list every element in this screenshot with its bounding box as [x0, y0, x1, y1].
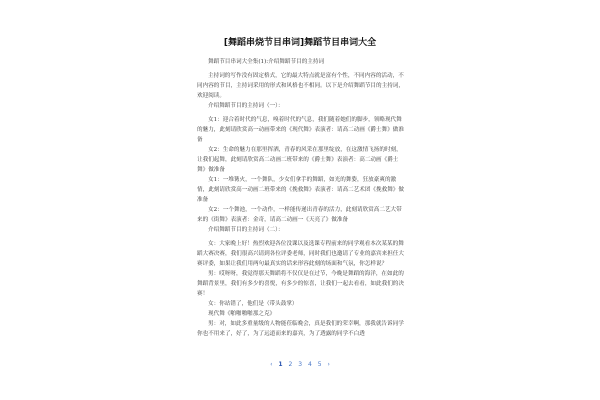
paragraph: 女2：生命的魅力在那里挥洒，青春的风采在那里绽放，在这激情飞扬的时刻，让我们起舞，此刻请欣赏高二动画二班带来的《爵士舞》表演者：高二动画《爵士舞》做准备	[197, 147, 402, 173]
next-page-button[interactable]: ›	[327, 361, 330, 368]
prev-page-button[interactable]: ‹	[270, 361, 273, 368]
pagination	[0, 361, 600, 368]
paragraph: 女：你站错了，他们是（带头鼓掌）	[208, 301, 298, 307]
paragraph: 男：对，如此多重量级的人物能莅临晚会，真是我们的荣幸啊，那我就告诉同学你也不用来了，好了，为了远道而来的嘉宾，为了透露的同学不白透	[197, 321, 404, 337]
paragraph: 女：大家晚上好！热烈欢迎各位没课以及选课专程前来的同学观看本次某某的舞蹈大赛决赛，我们很高兴请到各位评委老师，同时我们也邀请了专业的嘉宾来担任大赛评委，如果让我们用两句最真实的话来形容此刻的场面和气氛，你怎样说？	[197, 241, 404, 267]
paragraph: 男：哎呀呀，我觉得那天舞蹈将不仅仅是在过节，今晚是舞蹈的海洋，在如此的舞蹈背景里，我们有多少的喜悦，有多少的惊喜，让我们一起去看看，如此我们的决赛！	[197, 271, 404, 297]
paragraph: 女1：一堆篝火，一个舞队，少女们拿手的舞蹈，如光的舞姿，狂放豪爽的激情，此刻请欣赏高一动画二班带来的《挽救舞》表演者：请高二艺术团《挽救舞》做准备	[197, 177, 404, 203]
paragraph: 介绍舞蹈节目的主持词（一）：	[208, 103, 284, 109]
paragraph: 介绍舞蹈节目的主持词（二）：	[208, 227, 284, 233]
page-3-button[interactable]: 3	[298, 361, 303, 368]
page-1-button[interactable]: 1	[278, 361, 283, 368]
document-title: [舞蹈串烧节目串词]舞蹈节目串词大全	[223, 38, 377, 48]
paragraph: 女1：迎合着时代的气息，嗅着时代的气息，我们随着她们的脚步，领略现代舞的魅力，此刻请欣赏高一动画带来的《现代舞》表演者：请高二动画《爵士舞》做准备	[197, 117, 404, 143]
page-5-button[interactable]: 5	[317, 361, 322, 368]
paragraph: 现代舞《啪啪啪啪那之克》	[208, 311, 276, 317]
page-2-button[interactable]: 2	[288, 361, 293, 368]
paragraph: 舞蹈节目串词大全集(1):介绍舞蹈节目的主持词	[208, 59, 325, 65]
paragraph: 主持词的写作没有固定格式，它的最大特点就是富有个性，不同内容的活动，不同内容的节目，主持词采用的形式和风格也不相同。以下是介绍舞蹈节目的主持词，欢迎阅读。	[197, 73, 404, 99]
document-body	[197, 57, 405, 339]
paragraph: 女2：一个舞池，一个动作，一样能传递出青春的活力，此刻请欣赏高二艺大带来的《街舞》表演者：金奇，请高二动画一《天亮了》做准备	[197, 207, 402, 223]
page-4-button[interactable]: 4	[308, 361, 312, 368]
